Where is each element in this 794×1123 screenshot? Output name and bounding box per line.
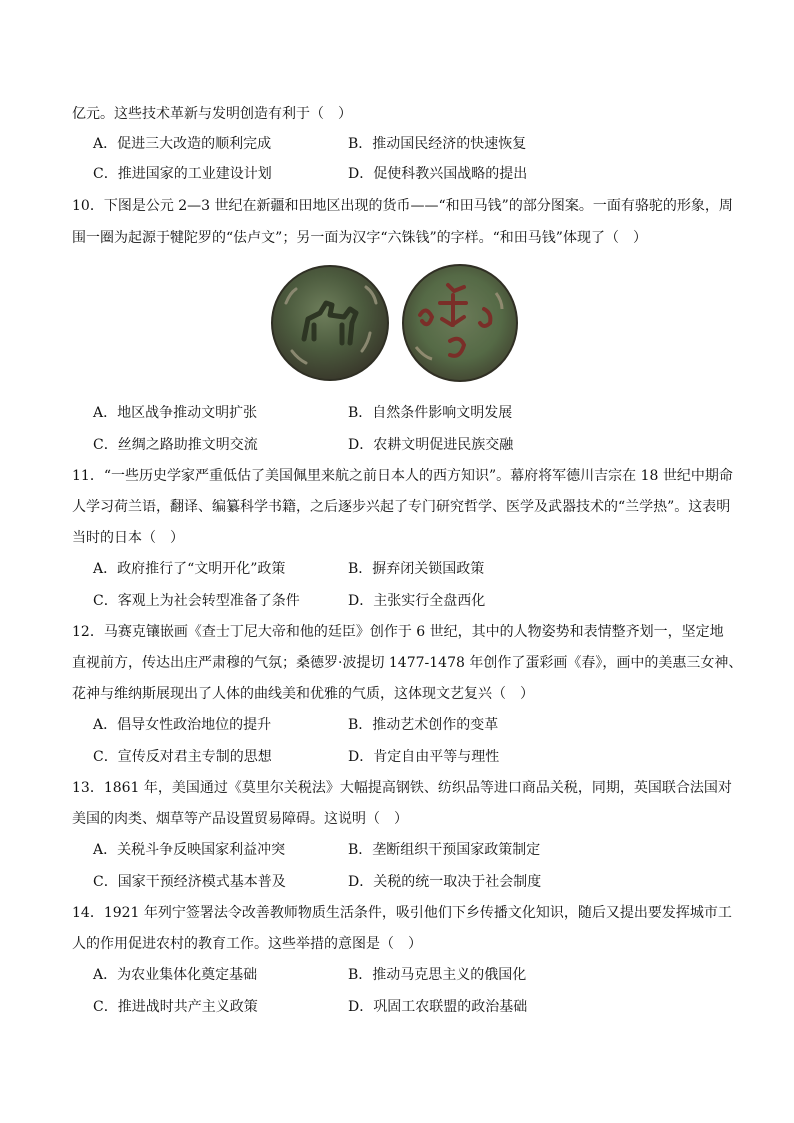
q13-stem-line-2: 美国的肉类、烟草等产品设置贸易障碍。这说明（ ）	[72, 811, 408, 827]
q13-option-a: A．关税斗争反映国家利益冲突	[93, 842, 286, 858]
coin-character-side	[403, 265, 517, 381]
q14-option-d: D．巩固工农联盟的政治基础	[348, 999, 528, 1015]
q12-option-d: D．肯定自由平等与理性	[348, 749, 500, 765]
q12-option-b: B．推动艺术创作的变革	[348, 717, 499, 733]
q10-option-d: D．农耕文明促进民族交融	[348, 437, 514, 453]
q11-option-c: C．客观上为社会转型准备了条件	[93, 593, 300, 609]
q9-option-c: C．推进国家的工业建设计划	[93, 166, 272, 182]
q10-option-a: A．地区战争推动文明扩张	[93, 405, 258, 421]
q12-option-c: C．宣传反对君主专制的思想	[93, 749, 272, 765]
q9-option-a: A．促进三大改造的顺利完成	[93, 136, 272, 152]
q13-option-d: D．关税的统一取决于社会制度	[348, 874, 542, 890]
q10-stem-line-1: 10．下图是公元 2—3 世纪在新疆和田地区出现的货币——“和田马钱”的部分图案。一面有骆驼的形象，周	[72, 198, 733, 214]
q14-option-b: B．推动马克思主义的俄国化	[348, 967, 527, 983]
q14-stem-line-2: 人的作用促进农村的教育工作。这些举措的意图是（ ）	[72, 936, 422, 952]
q9-stem: 亿元。这些技术革新与发明创造有利于（ ）	[72, 106, 352, 122]
q12-stem-line-1: 12．马赛克镶嵌画《查士丁尼大帝和他的廷臣》创作于 6 世纪，其中的人物姿势和表情整齐划一，坚定地	[72, 624, 724, 640]
q11-option-b: B．摒弃闭关锁国政策	[348, 561, 485, 577]
q10-option-b: B．自然条件影响文明发展	[348, 405, 513, 421]
q9-option-b: B．推动国民经济的快速恢复	[348, 136, 527, 152]
q14-stem-line-1: 14．1921 年列宁签署法令改善教师物质生活条件，吸引他们下乡传播文化知识，随后又提出要发挥城市工	[72, 905, 732, 921]
q12-stem-line-2: 直视前方，传达出庄严肃穆的气氛；桑德罗·波提切 1477-1478 年创作了蛋彩画《春》，画中的美惠三女神、	[72, 655, 743, 671]
q14-option-a: A．为农业集体化奠定基础	[93, 967, 258, 983]
q12-stem-line-3: 花神与维纳斯展现出了人体的曲线美和优雅的气质，这体现文艺复兴（ ）	[72, 686, 534, 702]
q10-stem-line-2: 围一圈为起源于犍陀罗的“佉卢文”；另一面为汉字“六铢钱”的字样。“和田马钱”体现了（ ）	[72, 230, 647, 246]
hetian-coins-image	[270, 263, 520, 385]
q11-stem-line-3: 当时的日本（ ）	[72, 530, 184, 546]
q11-option-a: A．政府推行了“文明开化”政策	[93, 561, 286, 577]
q11-stem-line-1: 11．“一些历史学家严重低估了美国佩里来航之前日本人的西方知识”。幕府将军德川吉宗在 18 世纪中期命	[72, 468, 733, 484]
q11-stem-line-2: 人学习荷兰语，翻译、编纂科学书籍，之后逐步兴起了专门研究哲学、医学及武器技术的“兰学热”。这表明	[72, 499, 731, 515]
q13-option-b: B．垄断组织干预国家政策制定	[348, 842, 541, 858]
q12-option-a: A．倡导女性政治地位的提升	[93, 717, 272, 733]
q9-option-d: D．促使科教兴国战略的提出	[348, 166, 528, 182]
q13-option-c: C．国家干预经济模式基本普及	[93, 874, 286, 890]
q10-option-c: C．丝绸之路助推文明交流	[93, 437, 258, 453]
q11-option-d: D．主张实行全盘西化	[348, 593, 486, 609]
coin-camel-side	[272, 266, 388, 380]
q14-option-c: C．推进战时共产主义政策	[93, 999, 258, 1015]
q13-stem-line-1: 13．1861 年，美国通过《莫里尔关税法》大幅提高钢铁、纺织品等进口商品关税，同期，英国联合法国对	[72, 780, 732, 796]
